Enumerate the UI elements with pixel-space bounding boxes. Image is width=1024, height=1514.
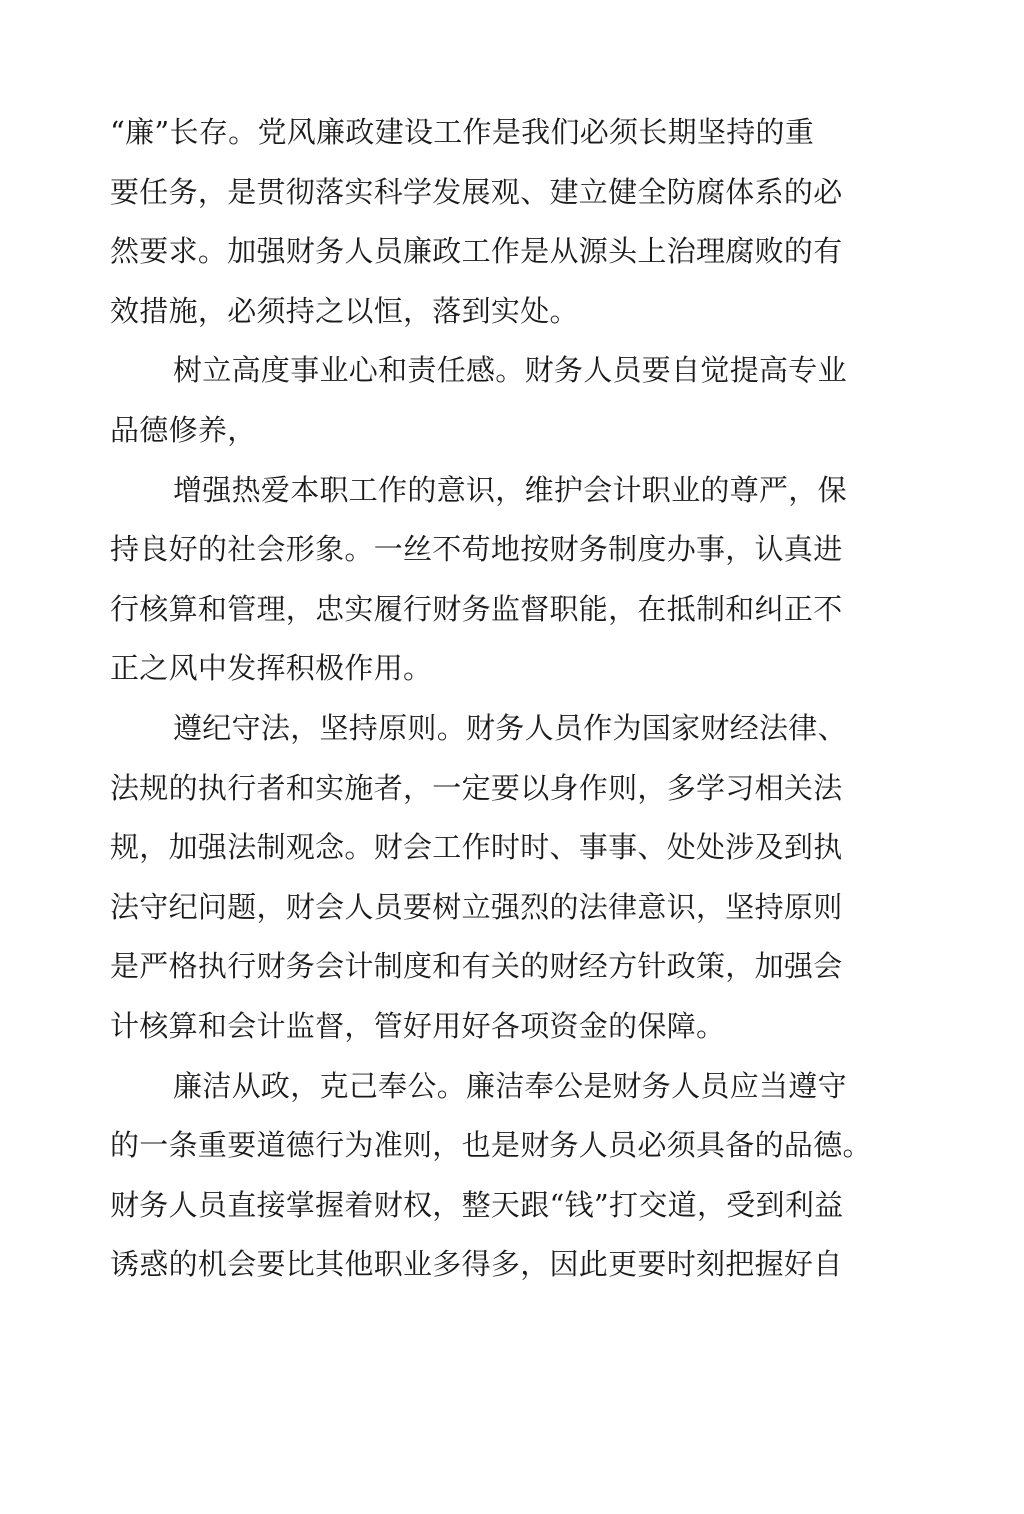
paragraph-first-line: 遵纪守法，坚持原则。财务人员作为国家财经法律、: [173, 710, 847, 745]
text-line: 正之风中发挥积极作用。: [110, 651, 433, 686]
text-line: 法守纪问题，财会人员要树立强烈的法律意识，坚持原则: [110, 889, 843, 924]
text-line: 要任务，是贯彻落实科学发展观、建立健全防腐体系的必: [110, 174, 843, 209]
text-line: 持良好的社会形象。一丝不苟地按财务制度办事，认真进: [110, 532, 843, 567]
text-line: 财务人员直接掌握着财权，整天跟“钱”打交道，受到利益: [110, 1187, 844, 1222]
text-line: 法规的执行者和实施者，一定要以身作则，多学习相关法: [110, 770, 843, 805]
text-line: 规，加强法制观念。财会工作时时、事事、处处涉及到执: [110, 830, 843, 865]
text-line: 效措施，必须持之以恒，落到实处。: [110, 293, 579, 328]
text-line: 的一条重要道德行为准则，也是财务人员必须具备的品德。: [110, 1128, 872, 1163]
paragraph-first-line: 树立高度事业心和责任感。财务人员要自觉提高专业: [173, 353, 847, 388]
paragraph-first-line: 廉洁从政，克己奉公。廉洁奉公是财务人员应当遵守: [173, 1068, 847, 1103]
text-line: “廉”长存。党风廉政建设工作是我们必须长期坚持的重: [110, 115, 815, 149]
paragraph-first-line: 增强热爱本职工作的意识，维护会计职业的尊严，保: [173, 472, 847, 507]
text-line: 然要求。加强财务人员廉政工作是从源头上治理腐败的有: [110, 234, 843, 269]
text-line: 行核算和管理，忠实履行财务监督职能，在抵制和纠正不: [110, 591, 843, 626]
text-line: 计核算和会计监督，管好用好各项资金的保障。: [110, 1008, 726, 1043]
text-line: 是严格执行财务会计制度和有关的财经方针政策，加强会: [110, 949, 843, 984]
text-line: 品德修养，: [110, 412, 257, 447]
text-line: 诱惑的机会要比其他职业多得多，因此更要时刻把握好自: [110, 1247, 843, 1282]
document-body: [110, 103, 890, 1295]
